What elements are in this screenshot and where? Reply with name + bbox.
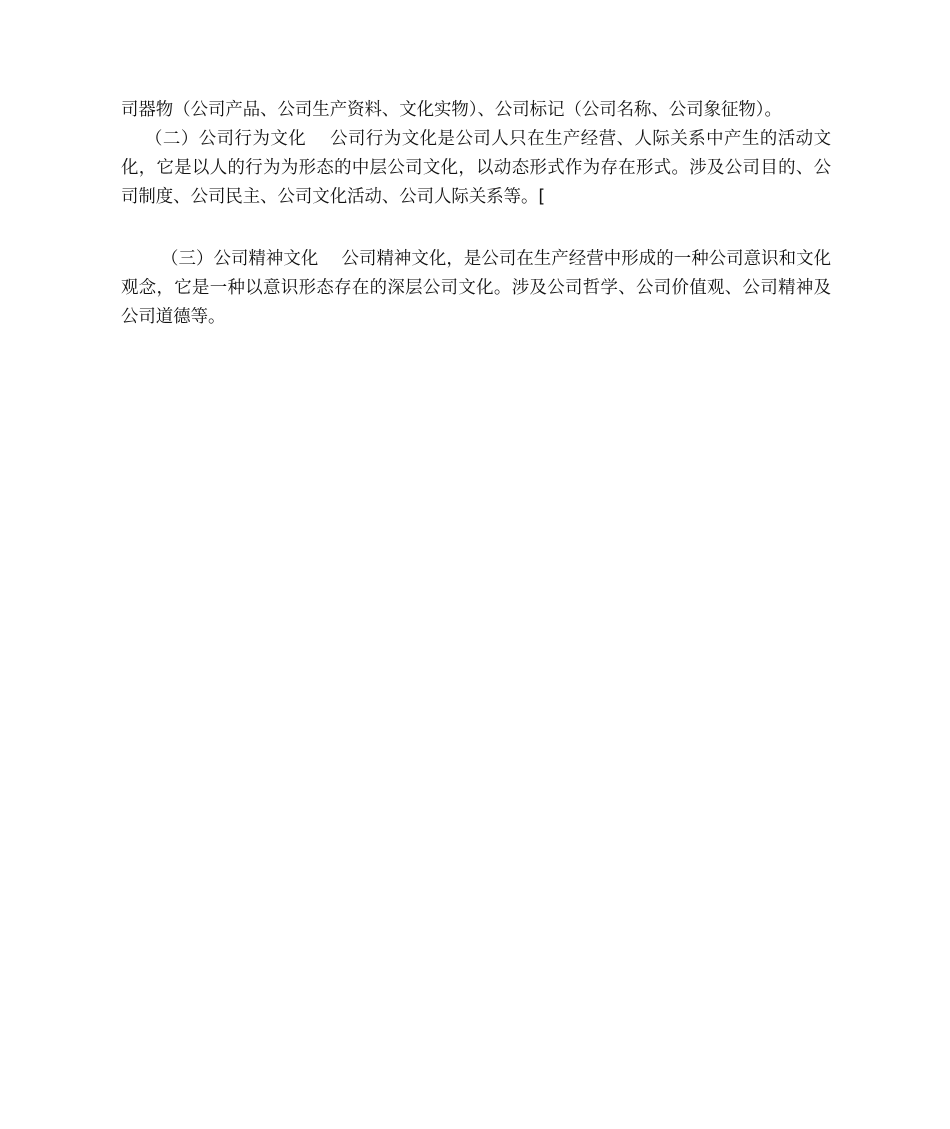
paragraph-spirit-culture: （三）公司精神文化 公司精神文化，是公司在生产经营中形成的一种公司意识和文化观念，它是一种以意识形态存在的深层公司文化。涉及公司哲学、公司价值观、公司精神及公司道德等。 [121,249,831,327]
paragraph-spacer [121,212,831,245]
paragraph-behavior-culture: （二）公司行为文化 公司行为文化是公司人只在生产经营、人际关系中产生的活动文化，它是以人的行为为形态的中层公司文化，以动态形式作为存在形式。涉及公司目的、公司制度、公司民主、公司文化活动、公司人际关系等。[ [121,129,831,207]
paragraph-material-culture-tail: 司器物（公司产品、公司生产资料、文化实物）、公司标记（公司名称、公司象征物）。 [121,100,782,120]
document-body [121,96,831,332]
